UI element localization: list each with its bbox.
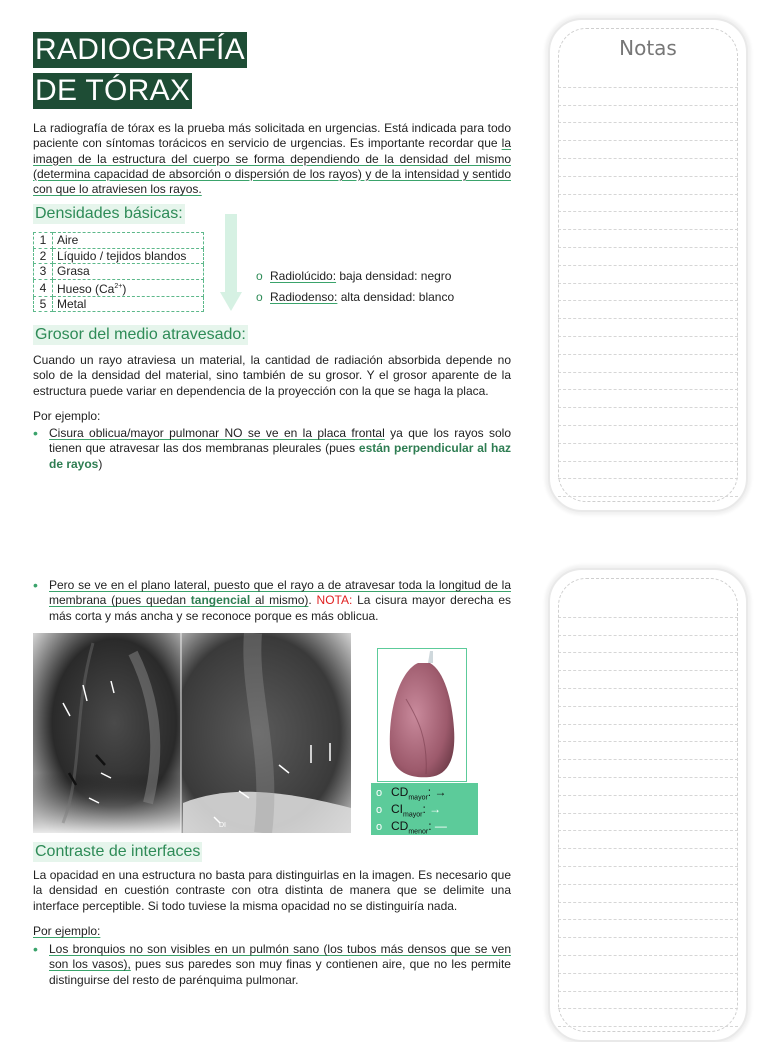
note-line[interactable]: [558, 867, 738, 885]
legend-sub: menor: [408, 828, 429, 836]
density-table: [33, 232, 204, 312]
nota-label: NOTA:: [316, 593, 353, 608]
circle-bullet-icon: o: [256, 269, 263, 283]
bold-text: tangencial: [190, 593, 251, 608]
table-row: [34, 264, 204, 280]
note-line[interactable]: [558, 177, 738, 195]
note-line[interactable]: [558, 88, 738, 106]
note-line[interactable]: [558, 373, 738, 391]
note-line[interactable]: [558, 70, 738, 88]
row-number: 2: [34, 248, 53, 264]
underlined-text: Los bronquios no son visibles en un pulmón sano (los tubos más densos que se ven son los vasos),: [49, 942, 511, 972]
title-line-2: DE TÓRAX: [35, 74, 191, 107]
notes-title: Notas: [619, 36, 677, 60]
note-line[interactable]: [558, 707, 738, 725]
row-text: [53, 279, 204, 296]
note-line[interactable]: [558, 141, 738, 159]
table-row: [34, 296, 204, 312]
row-number: 4: [34, 279, 53, 296]
note-line[interactable]: [558, 885, 738, 903]
note-line[interactable]: [558, 337, 738, 355]
heading-densidades: Densidades básicas:: [35, 205, 183, 222]
note-line[interactable]: [558, 1009, 738, 1027]
notes-lines[interactable]: [558, 70, 738, 497]
legend-main: CD: [391, 819, 409, 833]
note-line[interactable]: [558, 355, 738, 373]
note-line[interactable]: [558, 689, 738, 707]
row-text: Líquido / tejidos blandos: [53, 248, 204, 264]
note-line[interactable]: [558, 195, 738, 213]
list-item: [33, 942, 511, 988]
contraste-paragraph: La opacidad en una estructura no basta para distinguirlas en la imagen. Es necesario que la densidad en cuestión contraste con otra distinta de manera que se delimite una interface perceptible. Si todo tuviese la misma opacidad no se distinguiría nada.: [33, 868, 511, 913]
down-arrow-icon: [220, 214, 242, 312]
row-text-after: ): [122, 281, 127, 296]
note-line[interactable]: [558, 462, 738, 480]
note-line[interactable]: [558, 742, 738, 760]
row-text: Aire: [53, 233, 204, 249]
table-row: [34, 279, 204, 296]
legend-arrow-icon: →: [429, 802, 442, 816]
note-line[interactable]: [558, 671, 738, 689]
list-item-text: [49, 942, 511, 988]
list-item: [33, 426, 511, 472]
legend-desc: alta densidad: blanco: [337, 290, 455, 304]
note-line[interactable]: [558, 831, 738, 849]
row-text: Grasa: [53, 264, 204, 280]
example-label: Por ejemplo:: [33, 409, 101, 423]
plain-text: ya que los rayos solo tienen que atravesar las dos membranas pleurales (pues: [49, 426, 512, 456]
circle-bullet-icon: o: [376, 787, 383, 799]
note-line[interactable]: [558, 760, 738, 778]
note-line[interactable]: [558, 956, 738, 974]
list-item: [33, 578, 511, 624]
note-line[interactable]: [558, 725, 738, 743]
lung-legend-item: [376, 818, 447, 840]
circle-bullet-icon: o: [376, 804, 383, 816]
legend-colon: :: [422, 802, 430, 816]
plain-text: La cisura mayor derecha es más corta y más ancha y se reconoce porque es más oblicua.: [49, 593, 511, 623]
note-line[interactable]: [558, 653, 738, 671]
table-row: [34, 248, 204, 264]
list-item-text: [49, 426, 511, 472]
legend-sub: mayor: [403, 811, 423, 819]
underlined-text: Cisura oblicua/mayor pulmonar NO se ve en la placa frontal: [49, 426, 385, 440]
row-number: 5: [34, 296, 53, 312]
note-line[interactable]: [558, 212, 738, 230]
note-line[interactable]: [558, 319, 738, 337]
note-line[interactable]: [558, 284, 738, 302]
underlined-text: al mismo): [250, 593, 309, 608]
note-line[interactable]: [558, 301, 738, 319]
legend-colon: :: [428, 819, 435, 833]
row-text: Metal: [53, 296, 204, 312]
note-line[interactable]: [558, 123, 738, 141]
note-line[interactable]: [558, 796, 738, 814]
note-line[interactable]: [558, 444, 738, 462]
notes-lines-2[interactable]: [558, 600, 738, 1027]
note-line[interactable]: [558, 426, 738, 444]
legend-radiodenso: [256, 290, 454, 305]
note-line[interactable]: [558, 903, 738, 921]
note-line[interactable]: [558, 618, 738, 636]
heading-grosor: Grosor del medio atravesado:: [35, 326, 246, 343]
legend-label: Radiodenso:: [270, 290, 338, 304]
row-number: 3: [34, 264, 53, 280]
note-line[interactable]: [558, 849, 738, 867]
circle-bullet-icon: o: [256, 290, 263, 304]
notes-panel-2: [548, 568, 748, 1042]
note-line[interactable]: [558, 938, 738, 956]
note-line[interactable]: [558, 408, 738, 426]
example-label-2: Por ejemplo:: [33, 924, 101, 938]
lung-illustration: [378, 649, 466, 781]
note-line[interactable]: [558, 159, 738, 177]
note-line[interactable]: [558, 974, 738, 992]
legend-sub: mayor: [408, 794, 428, 802]
bullet-dot-icon: •: [33, 577, 38, 593]
bullet-dot-icon: •: [33, 425, 38, 441]
note-line[interactable]: [558, 479, 738, 497]
intro-underlined: la imagen de la estructura del cuerpo se forma dependiendo de la densidad del mismo (determina capacidad de absorción o dispersión de los rayos) y de la intensidad y sentido con que lo atraviesen los rayos.: [33, 136, 511, 197]
note-line[interactable]: [558, 248, 738, 266]
legend-arrow-icon: →: [434, 785, 447, 799]
legend-desc: baja densidad: negro: [336, 269, 452, 283]
note-line[interactable]: [558, 600, 738, 618]
row-text-main: Hueso (Ca: [57, 281, 115, 296]
note-line[interactable]: [558, 266, 738, 284]
note-line[interactable]: [558, 390, 738, 408]
grosor-paragraph: Cuando un rayo atraviesa un material, la cantidad de radiación absorbida depende no solo de la densidad del material, sino también de su grosor. Y el grosor aparente de la estructura puede variar en dependencia de la proyección con la que se haga la placa.: [33, 353, 511, 398]
row-number: 1: [34, 233, 53, 249]
title-line-1: RADIOGRAFÍA: [35, 33, 245, 66]
table-row: [34, 233, 204, 249]
plain-text: ): [98, 456, 103, 471]
note-line[interactable]: [558, 992, 738, 1010]
xray-images: [33, 633, 351, 833]
circle-bullet-icon: o: [376, 821, 383, 833]
note-line[interactable]: [558, 778, 738, 796]
intro-text: La radiografía de tórax es la prueba más solicitada en urgencias. Está indicada para todo paciente con síntomas torácicos en servicio de urgencias. Es importante recordar que: [33, 121, 511, 151]
legend-main: CI: [391, 802, 403, 816]
bold-text: están perpendicular al haz de rayos: [49, 441, 511, 471]
list-item-text: [49, 578, 511, 624]
notes-panel: [548, 18, 748, 512]
note-line[interactable]: [558, 106, 738, 124]
plain-text: .: [308, 593, 317, 608]
lung-illustration-frame: [377, 648, 467, 782]
note-line[interactable]: [558, 230, 738, 248]
row-superscript: 2+: [114, 282, 123, 290]
bullet-dot-icon: •: [33, 941, 38, 957]
heading-contraste: Contraste de interfaces: [35, 843, 201, 860]
legend-arrow-icon: —: [434, 819, 447, 833]
legend-radiolucido: [256, 269, 451, 284]
legend-colon: :: [427, 785, 435, 799]
plain-text: pues sus paredes son muy finas y contienen aire, que no les permite distinguirse del resto de parénquima pulmonar.: [49, 957, 511, 987]
intro-paragraph: [33, 121, 511, 197]
note-line[interactable]: [558, 636, 738, 654]
legend-main: CD: [391, 785, 409, 799]
note-line[interactable]: [558, 920, 738, 938]
legend-label: Radiolúcido:: [270, 269, 337, 283]
lung-legend: [371, 783, 478, 835]
underlined-text: Pero se ve en el plano lateral, puesto que el rayo a de atravesar toda la longitud de la membrana (pues quedan: [49, 578, 511, 608]
note-line[interactable]: [558, 814, 738, 832]
xray-label: DI: [219, 822, 226, 829]
